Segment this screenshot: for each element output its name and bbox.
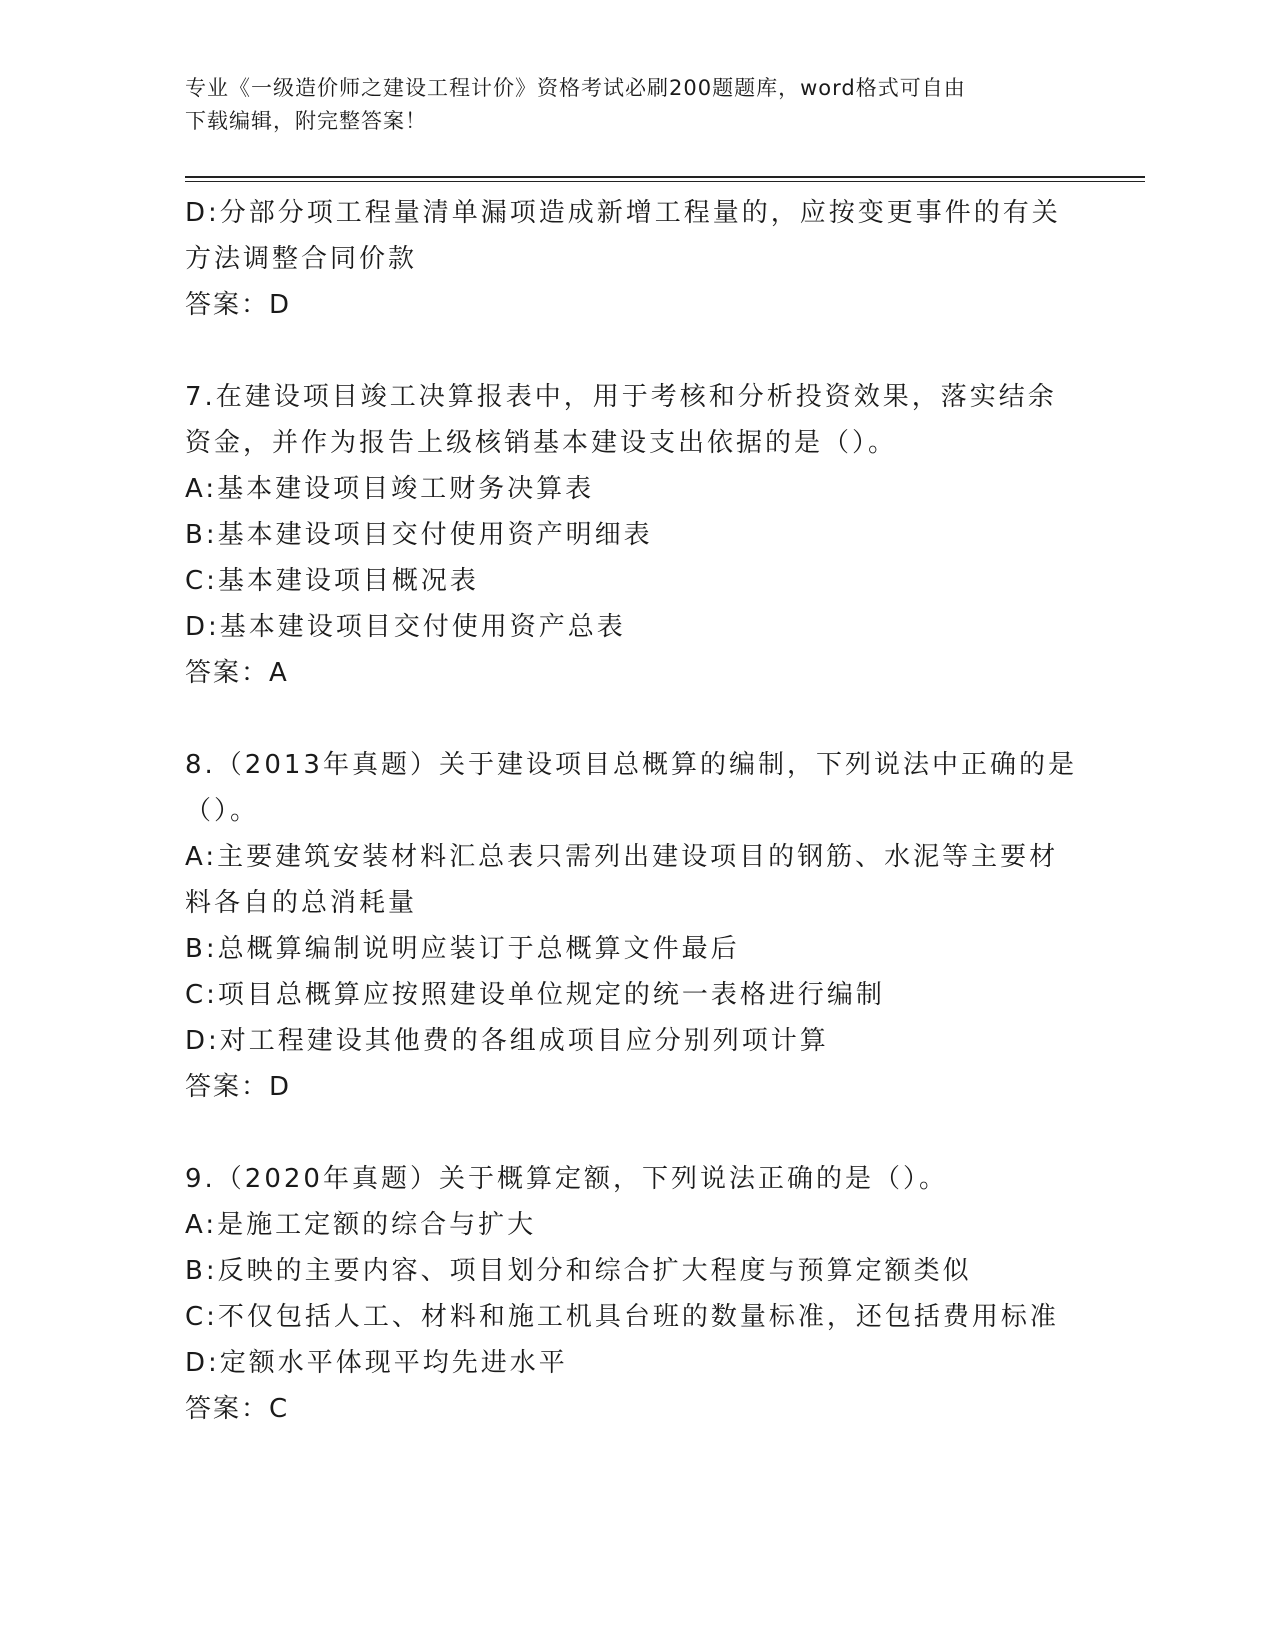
- previous-question-tail: [185, 190, 1065, 328]
- header-divider-thin: [185, 181, 1145, 182]
- option-d: D:基本建设项目交付使用资产总表: [185, 612, 626, 642]
- header-divider-thick: [185, 176, 1145, 178]
- option-d: D:对工程建设其他费的各组成项目应分别列项计算: [185, 1026, 829, 1056]
- question-9: [185, 1156, 1065, 1432]
- header-line-1: 专业《一级造价师之建设工程计价》资格考试必刷200题题库，word格式可自由: [185, 76, 966, 100]
- spacer: [185, 328, 1065, 374]
- answer: 答案：D: [185, 290, 292, 320]
- option-a: A:基本建设项目竣工财务决算表: [185, 474, 595, 504]
- option-a: A:是施工定额的综合与扩大: [185, 1210, 537, 1240]
- option-c: C:基本建设项目概况表: [185, 566, 479, 596]
- option-c: C:项目总概算应按照建设单位规定的统一表格进行编制: [185, 980, 885, 1010]
- option-d: D:分部分项工程量清单漏项造成新增工程量的，应按变更事件的有关: [185, 198, 1061, 228]
- answer: 答案：C: [185, 1394, 290, 1424]
- header-line-2: 下载编辑，附完整答案！: [185, 109, 427, 133]
- document-header: [185, 72, 1085, 138]
- question-stem-continued: 资金，并作为报告上级核销基本建设支出依据的是（）。: [185, 428, 898, 458]
- option-b: B:基本建设项目交付使用资产明细表: [185, 520, 653, 550]
- option-d: D:定额水平体现平均先进水平: [185, 1348, 568, 1378]
- option-a: A:主要建筑安装材料汇总表只需列出建设项目的钢筋、水泥等主要材: [185, 842, 1059, 872]
- option-c: C:不仅包括人工、材料和施工机具台班的数量标准，还包括费用标准: [185, 1302, 1059, 1332]
- question-stem: 8.（2013年真题）关于建设项目总概算的编制，下列说法中正确的是: [185, 750, 1077, 780]
- option-d-continued: 方法调整合同价款: [185, 244, 418, 274]
- option-a-continued: 料各自的总消耗量: [185, 888, 418, 918]
- spacer: [185, 696, 1065, 742]
- question-content: [185, 190, 1077, 1432]
- option-b: B:反映的主要内容、项目划分和综合扩大程度与预算定额类似: [185, 1256, 972, 1286]
- answer: 答案：A: [185, 658, 289, 688]
- question-8: [185, 742, 1077, 1110]
- answer: 答案：D: [185, 1072, 292, 1102]
- question-7: [185, 374, 1065, 696]
- question-stem-continued: （）。: [185, 796, 260, 826]
- question-stem: 9.（2020年真题）关于概算定额，下列说法正确的是（）。: [185, 1164, 948, 1194]
- question-stem: 7.在建设项目竣工决算报表中，用于考核和分析投资效果，落实结余: [185, 382, 1057, 412]
- spacer: [185, 1110, 1065, 1156]
- option-b: B:总概算编制说明应装订于总概算文件最后: [185, 934, 740, 964]
